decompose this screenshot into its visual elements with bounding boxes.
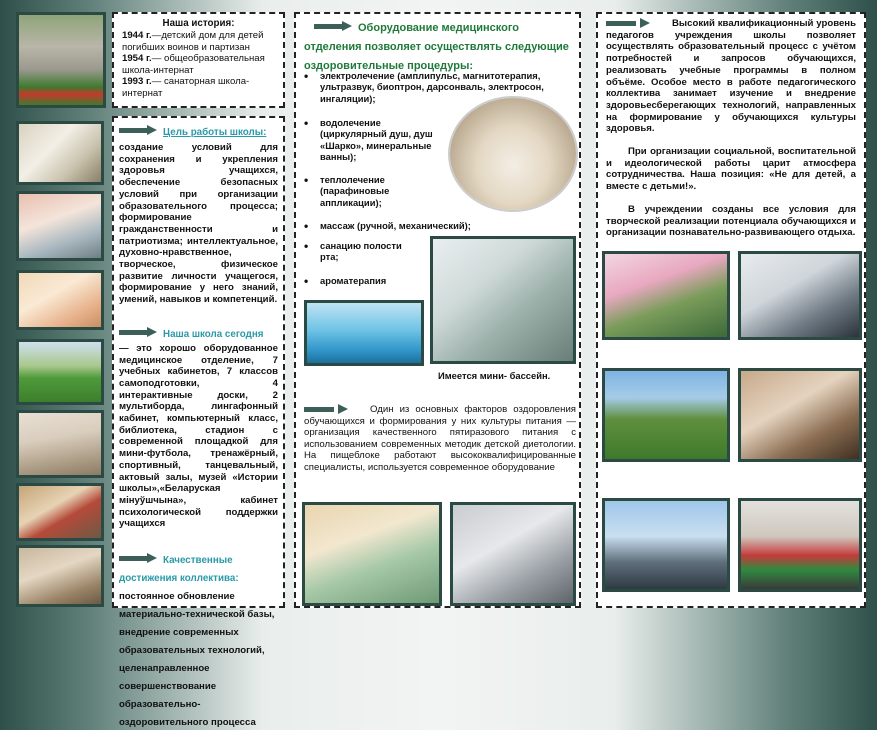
photo-gym — [16, 191, 104, 261]
procedure-item — [302, 174, 448, 208]
photo-pool — [304, 300, 424, 366]
procedure-item — [302, 275, 420, 286]
nutrition-block — [304, 404, 576, 473]
photo-library — [16, 545, 104, 607]
history-year-1954: 1954 г. — [122, 53, 152, 64]
procedures-list-low — [302, 240, 420, 296]
photo-computer-class — [738, 251, 862, 340]
procedure-item — [302, 240, 420, 263]
procedure-thermo: теплолечение (парафиновые аппликации); — [320, 174, 390, 208]
history-entry-1993 — [122, 76, 275, 99]
goal-text: создание условий для сохранения и укрепления здоровья учащихся, обеспечение безопасных условий при организации образовательного процесса; формирование гражданственности и патриотизма; интеллектуальное, духовно-нравственное, творческое, физическое развитие личности учащегося, формирование у него знаний, умений, навыков и компетенций. — [119, 142, 278, 306]
history-entry-1954 — [122, 53, 275, 76]
today-heading: Наша школа сегодня — [163, 328, 264, 340]
arrow-icon — [119, 554, 157, 563]
achievements-text: постоянное обновление материально-технической базы, внедрение современных образовательных технологий, целенаправленное совершенствование образовательно-оздоровительного процесса — [119, 591, 275, 729]
photo-flag-group — [738, 498, 862, 592]
nutrition-text: Один из основных факторов оздоровления обучающихся и формирования у них культуры питания — организация качественного пятиразового питания с использованием современных методик детской диетологии. На пищеблоке работают высококвалифицированные специалисты, используется современное оборудование — [304, 404, 576, 473]
history-text-1993: — санаторная школа-интернат — [122, 76, 250, 99]
photo-memorial — [16, 12, 106, 108]
achievements-heading: Качественные достижения коллектива: — [119, 555, 239, 585]
photo-museum — [16, 483, 104, 541]
procedure-electro: электролечение (амплипульс, магнитотерапия, ультразвук, биоптрон, дарсонваль, электросон, ингаляции); — [320, 70, 544, 104]
history-entry-1944 — [122, 30, 275, 53]
procedure-aroma: ароматерапия — [320, 274, 387, 286]
right-paragraph-3: В учреждении созданы все условия для творческой реализации потенциала обучающихся и организации познавательно-развивающего отдыха. — [606, 203, 856, 239]
photo-guitar-concert — [738, 368, 862, 462]
medical-title-row — [304, 18, 571, 75]
achievements-heading-row — [119, 550, 278, 730]
left-info-panel — [112, 116, 285, 729]
history-panel — [112, 12, 285, 108]
procedure-sanation: санацию полости рта; — [320, 240, 402, 263]
goal-heading: Цель работы школы: — [163, 127, 267, 138]
photo-dormitory — [16, 270, 104, 330]
procedure-hydro: водолечение (циркулярный душ, душ «Шарко», минеральные ванны); — [320, 117, 433, 162]
photo-hearts-group — [602, 498, 730, 592]
history-year-1944: 1944 г. — [122, 30, 152, 41]
history-title: Наша история: — [162, 18, 235, 29]
history-text-1944: —детский дом для детей погибших воинов и партизан — [122, 30, 264, 53]
photo-nurse — [430, 236, 576, 364]
arrow-icon — [314, 22, 352, 31]
procedure-item — [302, 117, 448, 162]
photo-treatment-room — [448, 96, 578, 212]
photo-dining-hall — [302, 502, 442, 606]
procedures-list-narrow — [302, 117, 448, 220]
arrow-icon — [606, 19, 650, 28]
photo-assembly-hall — [16, 410, 104, 478]
right-paragraph-2: При организации социальной, воспитательной и идеологической работы царит атмосфера сотрудничества. Наша позиция: «Не для детей, а вместе с детьми!». — [606, 146, 856, 193]
history-text-1954: — общеобразовательная школа-интернат — [122, 53, 265, 76]
medical-title: Оборудование медицинского отделения позволяет осуществлять следующие оздоровительные процедуры: — [304, 22, 569, 72]
procedure-massage: массаж (ручной, механический); — [320, 220, 471, 231]
today-heading-row — [119, 324, 278, 342]
photo-celebration-stage — [602, 251, 730, 340]
arrow-icon — [304, 405, 348, 414]
arrow-icon — [119, 328, 157, 337]
photo-classroom-board — [16, 121, 104, 185]
history-year-1993: 1993 г. — [122, 76, 152, 87]
today-text: — это хорошо оборудованное медицинское отделение, 7 учебных кабинетов, 7 классов самоподготовки, 4 интерактивные доски, 2 мультиборда, лингафонный кабинет, компьютерный класс, библиотека, стадион с современной площадкой для мини-футбола, тренажёрный, спортивный, танцевальный, актовый залы, музей «Истории школы»,«Беларуская мінуўшчына», кабинет психологической поддержки учащихся — [119, 342, 278, 530]
right-paragraph-1 — [606, 18, 856, 135]
photo-kitchen-chef — [450, 502, 576, 606]
photo-stadium — [16, 339, 104, 405]
goal-heading-row — [119, 122, 278, 140]
procedure-item — [302, 220, 578, 231]
right-p1-text: Высокий квалификационный уровень педагогов учреждения школы позволяет осуществлять образовательный процесс с учётом потребностей и запросов обучающихся, реализовать учебные программы в полном объёме. Особое место в работе педагогического коллектива занимает изучение и внедрение здоровьесберегающих технологий, направленных на формирование у обучающихся культуры здоровья. — [606, 18, 856, 135]
photo-football-field — [602, 368, 730, 462]
pool-caption: Имеется мини- бассейн. — [438, 370, 551, 381]
procedure-item — [302, 70, 590, 104]
arrow-icon — [119, 126, 157, 135]
